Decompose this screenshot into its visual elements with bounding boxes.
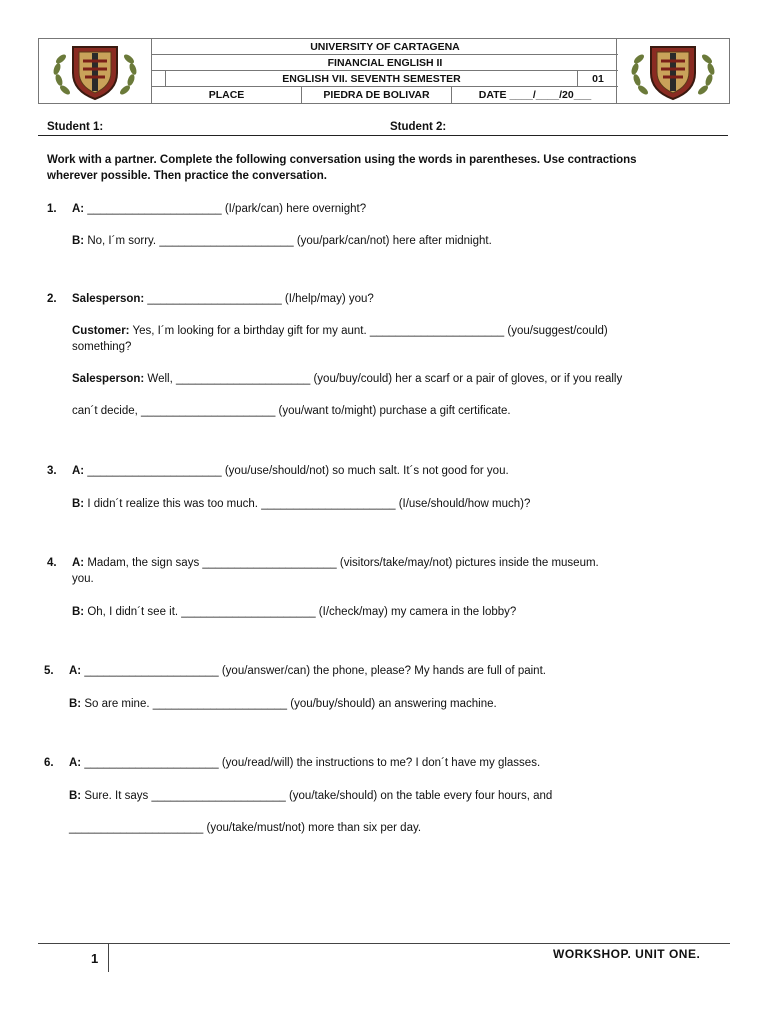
exercise-line xyxy=(69,789,552,804)
exercise-line xyxy=(72,497,530,512)
line-text: Madam, the sign says _____________________ (visitors/take/may/not) pictures inside the museum. xyxy=(84,557,599,569)
exercise-line xyxy=(72,464,509,479)
speaker: A: xyxy=(72,465,85,477)
exercise-line xyxy=(72,234,492,249)
line-text: _____________________ (you/read/will) the instructions to me? I don´t have my glasses. xyxy=(81,757,541,769)
speaker: B: xyxy=(72,606,85,618)
line-text: Oh, I didn´t see it. _____________________ (I/check/may) my camera in the lobby? xyxy=(84,606,517,618)
header-university: UNIVERSITY OF CARTAGENA xyxy=(152,39,618,55)
speaker: A: xyxy=(72,203,85,215)
line-text: I didn´t realize this was too much. _____________________ (I/use/should/how much)? xyxy=(84,498,531,510)
line-text: So are mine. _____________________ (you/buy/should) an answering machine. xyxy=(81,698,497,710)
speaker: B: xyxy=(72,235,85,247)
line-text: Sure. It says _____________________ (you/take/should) on the table every four hours, and xyxy=(81,790,553,802)
seal-right-cell xyxy=(616,39,729,103)
item-number: 2. xyxy=(47,293,57,305)
item-number: 4. xyxy=(47,557,57,569)
header-spacer xyxy=(152,71,166,87)
speaker: A: xyxy=(69,665,82,677)
student-divider xyxy=(38,135,728,136)
exercise-line xyxy=(69,664,546,679)
header-code: 01 xyxy=(592,73,604,85)
line-text: No, I´m sorry. _____________________ (you/park/can/not) here after midnight. xyxy=(84,235,492,247)
exercise-line xyxy=(72,324,608,339)
speaker: Salesperson: xyxy=(72,373,145,385)
header-place-label: PLACE xyxy=(152,87,302,103)
header-place-value: PIEDRA DE BOLIVAR xyxy=(302,87,452,103)
speaker: B: xyxy=(72,498,85,510)
exercise-line xyxy=(72,292,374,307)
line-text: Well, _____________________ (you/buy/could) her a scarf or a pair of gloves, or if you really xyxy=(144,373,623,385)
speaker: Salesperson: xyxy=(72,293,145,305)
instructions-line-1: Work with a partner. Complete the following conversation using the words in parentheses. Use contractions xyxy=(47,154,637,166)
header-level-row xyxy=(152,71,618,87)
student-2-label: Student 2: xyxy=(390,121,447,133)
item-number: 1. xyxy=(47,203,57,215)
exercise-line xyxy=(69,697,497,712)
speaker: B: xyxy=(69,790,82,802)
header-level: ENGLISH VII. SEVENTH SEMESTER xyxy=(166,71,578,87)
line-text: _____________________ (you/use/should/not) so much salt. It´s not good for you. xyxy=(84,465,509,477)
exercise-line: you. xyxy=(72,573,94,585)
exercise-line xyxy=(72,556,599,571)
exercise-line: can´t decide, _____________________ (you/want to/might) purchase a gift certificate. xyxy=(72,405,511,417)
line-text: _____________________ (I/help/may) you? xyxy=(144,293,374,305)
item-number: 5. xyxy=(44,665,54,677)
line-text: _____________________ (I/park/can) here overnight? xyxy=(84,203,367,215)
page-number: 1 xyxy=(91,951,99,966)
header-course: FINANCIAL ENGLISH II xyxy=(152,55,618,71)
speaker: Customer: xyxy=(72,325,130,337)
exercise-line xyxy=(72,202,366,217)
instructions-line-2: wherever possible. Then practice the conversation. xyxy=(47,170,327,182)
student-1-label: Student 1: xyxy=(47,121,104,133)
header-table xyxy=(38,38,730,104)
university-seal-icon xyxy=(617,39,729,103)
line-text: Yes, I´m looking for a birthday gift for my aunt. _____________________ (you/suggest/could) xyxy=(129,325,608,337)
seal-left-cell xyxy=(39,39,152,103)
item-number: 6. xyxy=(44,757,54,769)
university-seal-icon xyxy=(39,39,151,103)
speaker: A: xyxy=(72,557,85,569)
speaker: B: xyxy=(69,698,82,710)
exercise-line: _____________________ (you/take/must/not) more than six per day. xyxy=(69,822,422,834)
footer-rule xyxy=(38,943,730,944)
header-date: DATE ____/____/20___ xyxy=(478,89,592,101)
footer-title: WORKSHOP. UNIT ONE. xyxy=(553,947,701,961)
exercise-line xyxy=(72,605,516,620)
header-place-row xyxy=(152,87,618,103)
exercise-line xyxy=(69,756,540,771)
footer-divider xyxy=(108,944,109,972)
exercise-line xyxy=(72,372,622,387)
line-text: _____________________ (you/answer/can) the phone, please? My hands are full of paint. xyxy=(81,665,546,677)
speaker: A: xyxy=(69,757,82,769)
exercise-line: something? xyxy=(72,341,132,353)
item-number: 3. xyxy=(47,465,57,477)
